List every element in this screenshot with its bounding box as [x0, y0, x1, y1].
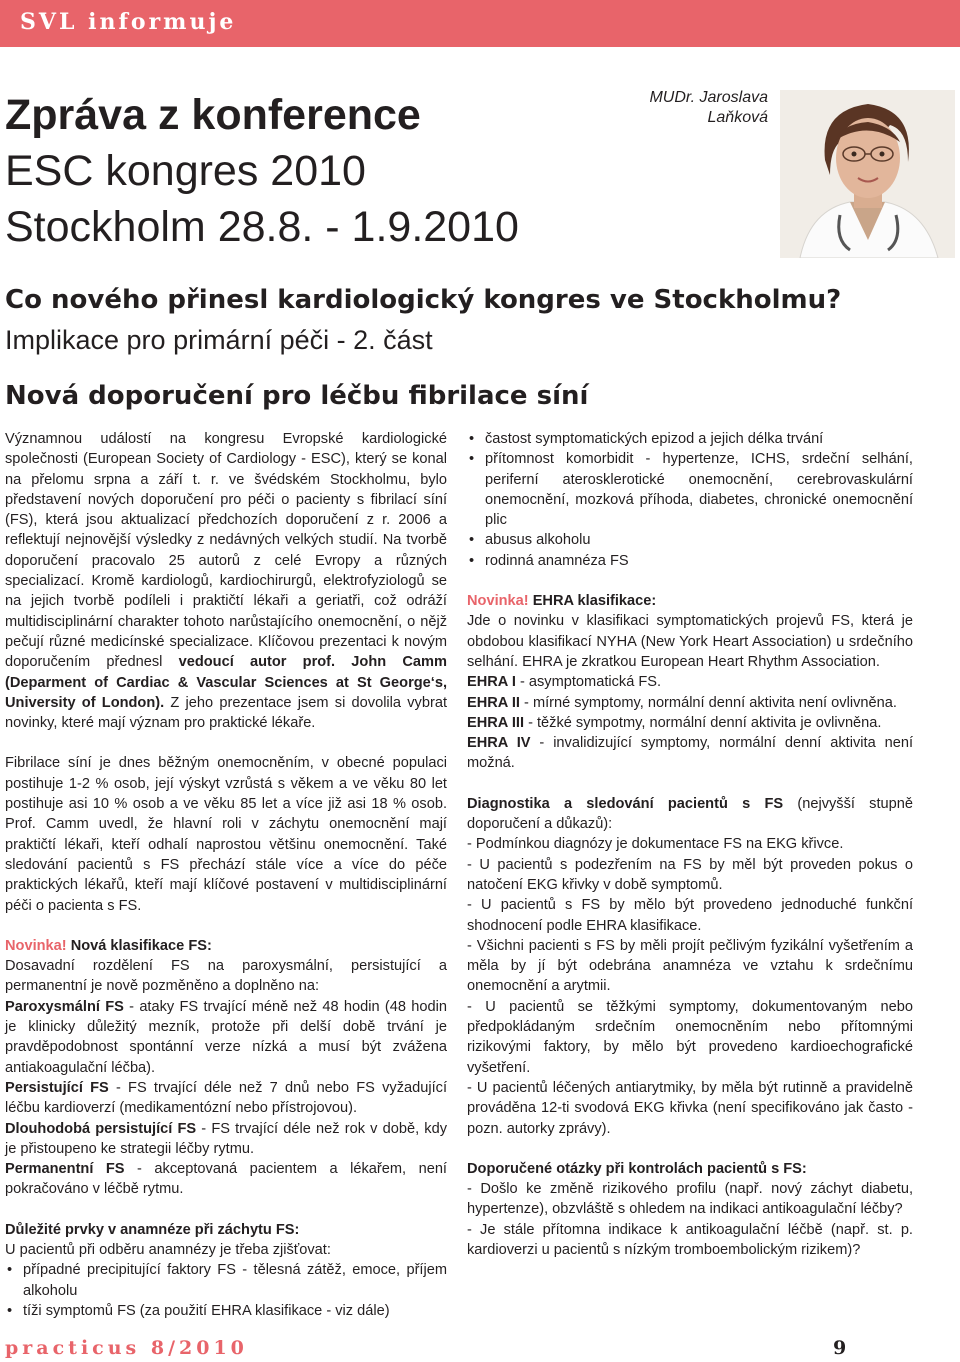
- diagnostics-heading: [467, 794, 913, 835]
- diagnostics-title: Diagnostika a sledování pacientů s FS: [467, 795, 784, 812]
- anamnesis-heading: Důležité prvky v anamnéze při záchytu FS:: [5, 1221, 300, 1238]
- section-header-bar: [0, 0, 960, 47]
- ehra-intro: Jde o novinku v klasifikaci symptomatických projevů FS, která je obdobou klasifikací NYHA (New York Heart Association) u srdečního selhání. EHRA je zkratkou European Heart Rhythm Association.: [467, 613, 913, 670]
- diagnostics-subtitle: (nejvyšší stupně doporučení a důkazů):: [467, 795, 913, 833]
- journal-footer: practicus 8/2010: [5, 1337, 248, 1359]
- classification-intro: Dosavadní rozdělení FS na paroxysmální, persistující a permanentní je nově pozměněno a doplněno na:: [5, 958, 447, 995]
- ehra-4-text: - invalidizující symptomy, normální denní aktivita není možná.: [467, 735, 913, 772]
- list-item: - Je stále přítomna indikace k antikoagulační léčbě (např. st. p. kardioverzi u pacientů s nízkým tromboembolickým rizikem)?: [467, 1221, 913, 1258]
- right-column: [467, 429, 913, 1260]
- long-persistent-text: - FS trvající déle než rok v době, kdy je přistoupeno ke strategii léčby rytmu.: [5, 1120, 447, 1157]
- permanent-label: Permanentní FS: [5, 1161, 125, 1178]
- subtitle-part: Implikace pro primární péči - 2. část: [5, 325, 433, 355]
- new-classification-title: Nová klasifikace FS:: [66, 937, 212, 954]
- prevalence-paragraph: Fibrilace síní je dnes běžným onemocněním, v obecné populaci postihuje 1-2 % osob, její výskyt vzrůstá s věkem a ve věku 80 let postihuje asi 10 % osob a ve věku 85 let a více již asi 18 % osob. Prof. Camm uvedl, že hlavní roli v záchytu onemocnění mají praktičtí lékaři, kteří odhalí naprostou většinu onemocnění. Také sledování pacientů s FS přechází stále více a více do péče praktických lékařů, kteří mají klíčové postavení v multidisciplinární péči o pacienta s FS.: [5, 755, 447, 914]
- subtitle-question: Co nového přinesl kardiologický kongres ve Stockholmu?: [5, 285, 842, 315]
- ehra-3-label: EHRA III: [467, 714, 525, 731]
- long-persistent-label: Dlouhodobá persistující FS: [5, 1120, 197, 1137]
- persistent-text: - FS trvající déle než 7 dnů nebo FS vyžadující léčbu kardioverzí (medikamentózní nebo přístrojovou).: [5, 1079, 448, 1117]
- list-item: - Došlo ke změně rizikového profilu (např. nový záchyt diabetu, hypertenze), obzvláště s ohledem na indikaci antikoagulační léčby?: [467, 1181, 913, 1218]
- article-title-line2: ESC kongres 2010: [5, 147, 366, 195]
- followup-questions-heading: Doporučené otázky při kontrolách pacientů s FS:: [467, 1160, 807, 1177]
- paroxysmal-definition: [5, 997, 447, 1078]
- paroxysmal-label: Paroxysmální FS: [5, 998, 124, 1015]
- list-item: • častost symptomatických epizod a jejich délka trvání: [467, 429, 913, 449]
- ehra-1-text: - asymptomatická FS.: [515, 674, 662, 691]
- section-heading: Nová doporučení pro léčbu fibrilace síní: [5, 381, 589, 411]
- list-item: • abusus alkoholu: [467, 530, 913, 550]
- persistent-label: Persistující FS: [5, 1079, 109, 1096]
- list-item: - U pacientů se těžkými symptomy, dokumentovaným nebo předpokládaným srdečním onemocněním nebo přítomnými rizikovými faktory, by mělo být provedeno kardioechografické vyšetření.: [467, 998, 913, 1076]
- list-item: • přítomnost komorbidit - hypertenze, ICHS, srdeční selhání, periferní aterosklerotické onemocnění, cerebrovaskulární onemocnění, mozková příhoda, diabetes, chronické onemocnění plic: [467, 449, 913, 530]
- list-item: - U pacientů s FS by mělo být provedeno jednoduché funkční shodnocení podle EHRA klasifikace.: [467, 897, 913, 934]
- ehra-1-label: EHRA I: [467, 674, 516, 691]
- article-title-line3: Stockholm 28.8. - 1.9.2010: [5, 203, 519, 251]
- permanent-text: - akceptovaná pacientem a lékařem, není pokračováno v léčbě rytmu.: [5, 1161, 447, 1198]
- author-photo: [780, 90, 955, 258]
- author-line2: Laňková: [707, 109, 768, 126]
- left-column: [5, 429, 447, 1321]
- anamnesis-intro: U pacientů při odběru anamnézy je třeba zjišťovat:: [5, 1241, 331, 1258]
- ehra-class-4: [467, 733, 913, 774]
- intro-end-text: Z jeho prezentace jsem si dovolila vybrat novinky, které mají význam pro praktické lékaře.: [5, 694, 447, 732]
- list-item: - U pacientů léčených antiarytmiky, by měla být rutinně a pravidelně prováděna 12-ti svodová EKG křivka (není specifikováno jak často - pozn. autorky zprávy).: [467, 1079, 913, 1137]
- permanent-definition: [5, 1159, 447, 1200]
- author-line1: MUDr. Jaroslava: [649, 89, 768, 106]
- ehra-title: EHRA klasifikace:: [528, 593, 657, 610]
- list-item: • případné precipitující faktory FS - tělesná zátěž, emoce, příjem alkoholu: [5, 1260, 447, 1301]
- paroxysmal-text: - ataky FS trvající méně než 48 hodin (48 hodin je klinicky důležitý mezník, protože při delší době trvání je pravděpodobnost spontánní verze nízká a musí být zvážena antiakoagulační léčba).: [5, 998, 447, 1076]
- list-item: • rodinná anamnéza FS: [467, 551, 913, 571]
- section-label: SVL informuje: [20, 9, 237, 35]
- ehra-2-text: - mírné symptomy, normální denní aktivita není ovlivněna.: [519, 694, 897, 711]
- ehra-heading: [467, 591, 913, 611]
- persistent-definition: [5, 1078, 447, 1119]
- list-item: - Podmínkou diagnózy je dokumentace FS na EKG křivce.: [467, 836, 844, 853]
- page-number: 9: [833, 1337, 847, 1359]
- list-item: - Všichni pacienti s FS by měli projít pečlivým fyzikální vyšetřením a měla by jí být odebrána anamnéza ve vztahu k srdečnímu onemocnění a arytmii.: [467, 937, 913, 995]
- intro-bold-text: vedoucí autor prof. John Camm (Deparment of Cardiac & Vascular Sciences at St George‘s, University of London).: [5, 654, 447, 711]
- list-item: • tíži symptomů FS (za použití EHRA klasifikace - viz dále): [5, 1301, 447, 1321]
- intro-text: Významnou událostí na kongresu Evropské kardiologické společnosti (European Society of Cardiology - ESC), který se konal na přelomu srpna a září t. r. ve švédském Stockholmu, bylo představení nových doporučení pro péči o pacienty s fibrilací síní (FS), která jsou aktualizací předchozích doporučení z r. 2006 a reflektují nejnovější výsledky z nedávných velkých studií. Na tvorbě doporučení pracovalo 25 autorů z celé Evropy a různých specializací. Kromě kardiologů, kardiochirurgů, elektrofyziologů se na jejich tvorbě podíleli i praktičtí lékaři a geriatři, což odráží multidisciplinární charakter tohoto narůstajícího onemocnění, o nějž pečují různé medicínské specializace. Klíčovou prezentaci k novým doporučením přednesl: [5, 431, 447, 671]
- article-title-line1: Zpráva z konference: [5, 91, 421, 139]
- ehra-4-label: EHRA IV: [467, 735, 531, 752]
- ehra-class-2: [467, 693, 913, 713]
- ehra-class-3: [467, 713, 913, 733]
- anamnesis-list: [5, 1260, 447, 1321]
- novinka-badge: Novinka!: [467, 593, 529, 610]
- ehra-2-label: EHRA II: [467, 694, 520, 711]
- long-persistent-definition: [5, 1119, 447, 1160]
- list-item: - U pacientů s podezřením na FS by měl být proveden pokus o natočení EKG křivky v době symptomů.: [467, 856, 913, 893]
- anamnesis-list-continued: [467, 429, 913, 571]
- new-classification-heading: [5, 936, 447, 956]
- intro-paragraph: [5, 429, 447, 733]
- ehra-3-text: - těžké sympotmy, normální denní aktivita je ovlivněna.: [524, 714, 882, 731]
- author-name: [649, 88, 768, 128]
- novinka-badge: Novinka!: [5, 937, 67, 954]
- ehra-class-1: [467, 672, 913, 692]
